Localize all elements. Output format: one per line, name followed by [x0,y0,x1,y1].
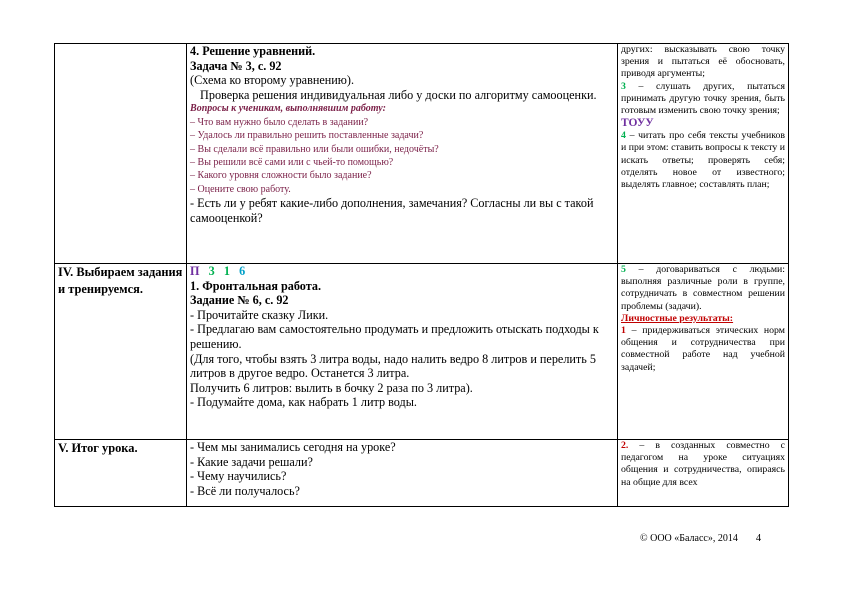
activity-cell [187,264,618,440]
result-text: других: высказывать свою точку зрения и пытаться её обосновать, приводя аргументы; [621,44,785,80]
results-cell [618,440,789,507]
result-number: 1 [621,325,626,337]
instruction-line: - Предлагаю вам самостоятельно продумать и предложить отыскать подходы к решению. [190,322,599,351]
instruction-line: (Для того, чтобы взять 3 литра воды, надо налить ведро 8 литров и перелить 5 литров в другое ведро. Останется 3 литра. [190,351,596,381]
stage-cell [55,44,187,264]
code-1: 1 [223,264,230,278]
stage-cell: IV. Выбираем задания и тренируемся. [55,264,187,440]
table-row [55,264,789,440]
question-item: – Вы решили всё сами или с чьей-то помощью? [190,157,394,168]
question-item: – Что вам нужно было сделать в задании? [190,116,369,128]
question-item: – Вы сделали всё правильно или были ошибки, недочёты? [190,143,439,155]
copyright: © ООО «Баласс», 2014 [640,533,738,544]
result-body: – договариваться с людьми: выполняя различные роли в группе, сотрудничать в совместном решении проблемы (задачи). [621,264,785,312]
instruction-line: - Подумайте дома, как набрать 1 литр воды. [190,395,417,410]
summary-question: - Чем мы занимались сегодня на уроке? [190,440,396,454]
instruction-line: Получить 6 литров: вылить в бочку 2 раза по 3 литра). [190,380,473,395]
result-number: 3 [621,80,626,92]
task-reference: Задача № 3, с. 92 [190,58,282,73]
table-row [55,44,789,264]
task-reference: Задание № 6, с. 92 [190,293,289,308]
table-row [55,440,789,507]
result-category: Личностные результаты: [621,312,734,324]
section-heading: 1. Фронтальная работа. [190,278,321,293]
scheme-note: (Схема ко второму уравнению). [190,73,355,88]
result-body: – слушать других, пытаться принимать другую точку зрения, быть готовым изменить свою точку зрения; [621,80,785,117]
summary-question: - Какие задачи решали? [190,454,313,469]
results-cell [618,44,789,264]
result-text [621,264,785,313]
page-footer [640,533,761,544]
result-number: 2. [621,440,629,451]
question-item: – Оцените свою работу. [190,183,291,195]
code-3: 3 [208,264,215,278]
code-p: П [190,264,200,278]
question-item: – Удалось ли правильно решить поставленные задачи? [190,130,424,142]
code-6: 6 [239,264,246,278]
stage-cell: V. Итог урока. [55,440,187,507]
questions-heading: Вопросы к ученикам, выполнявшим работу: [190,103,386,115]
code-markers [190,264,614,279]
question-item: – Какого уровня сложности было задание? [190,170,372,182]
result-category: ТОУУ [621,117,654,130]
result-text [621,325,785,374]
result-body: – в созданных совместно с педагогом на уроке ситуациях общения и сотрудничества, опираясь на общие для всех [621,440,785,488]
summary-question: - Всё ли получалось? [190,483,300,498]
page-number: 4 [755,533,762,544]
results-cell [618,264,789,440]
result-body: – придерживаться этических норм общения и сотрудничества при совместной работе над учебной задачей; [621,325,785,373]
instruction-line: - Прочитайте сказку Лики. [190,307,329,322]
result-text [621,440,785,489]
result-text [621,81,785,118]
lesson-table [54,43,789,507]
result-number: 5 [621,264,626,275]
section-heading: 4. Решение уравнений. [190,44,316,58]
result-text [621,130,785,191]
activity-cell [187,44,618,264]
result-body: – читать про себя тексты учебников и при этом: ставить вопросы к тексту и искать ответы; проверять себя; отделять новое от известного; выделять главное; составлять план; [621,130,785,191]
result-number: 4 [621,130,626,142]
summary-question: - Чему научились? [190,469,287,484]
check-note: Проверка решения индивидуальная либо у доски по алгоритму самооценки. [200,87,597,102]
activity-cell [187,440,618,507]
closing-question: - Есть ли у ребят какие-либо дополнения, замечания? Согласны ли вы с такой самооценкой? [190,196,594,225]
